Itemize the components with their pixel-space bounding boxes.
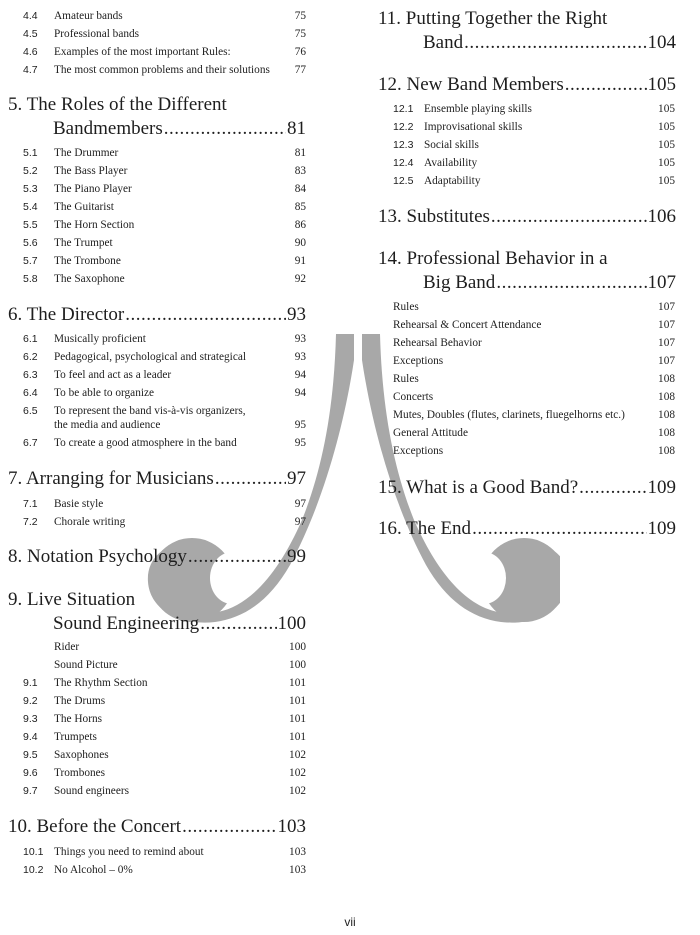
entry-title: Concerts <box>393 391 434 403</box>
chapter-7-heading[interactable] <box>8 467 306 491</box>
entry-number: 7.2 <box>23 516 38 528</box>
entry-title: The Piano Player <box>54 183 132 195</box>
entry-number: 4.4 <box>23 10 38 22</box>
entry-title: Sound Picture <box>54 659 118 671</box>
page-number: vii <box>344 915 356 929</box>
entry-page: 93 <box>294 333 306 345</box>
entry-title: Rules <box>393 373 419 385</box>
entry-title: The Trombone <box>54 255 121 267</box>
dot-leader <box>182 815 276 839</box>
entry-title: Things you need to remind about <box>54 846 204 858</box>
chapter-page: 103 <box>277 816 306 837</box>
entry-page: 86 <box>294 219 306 231</box>
entry-title: Chorale writing <box>54 516 126 528</box>
entry-title: Sound engineers <box>54 785 129 797</box>
entry-number: 6.2 <box>23 351 38 363</box>
entry-page: 75 <box>294 28 306 40</box>
entry-page: 95 <box>294 437 306 449</box>
chapter-page: 106 <box>647 206 676 227</box>
dot-leader <box>188 545 286 569</box>
entry-page: 81 <box>294 147 306 159</box>
entry-number: 9.6 <box>23 767 38 779</box>
chapter-title: 12. New Band Members <box>378 74 564 95</box>
entry-title: Exceptions <box>393 445 444 457</box>
toc-entry[interactable] <box>23 402 306 438</box>
entry-number: 6.4 <box>23 387 38 399</box>
dot-leader <box>472 517 646 541</box>
chapter-title-cont: Bandmembers <box>53 118 163 139</box>
entry-page: 94 <box>294 387 306 399</box>
entry-number: 7.1 <box>23 498 38 510</box>
entry-title: Rehearsal Behavior <box>393 337 482 349</box>
chapter-title: 7. Arranging for Musicians <box>8 468 214 489</box>
entry-page: 75 <box>294 10 306 22</box>
entry-page: 100 <box>289 641 306 653</box>
entry-number: 9.4 <box>23 731 38 743</box>
dot-leader <box>200 612 276 636</box>
entry-page: 94 <box>294 369 306 381</box>
chapter-title: 8. Notation Psychology <box>8 546 187 567</box>
entry-page: 101 <box>289 677 306 689</box>
entry-title: No Alcohol – 0% <box>54 864 133 876</box>
entry-title: To be able to organize <box>54 387 155 399</box>
chapter-title: 5. The Roles of the Different <box>8 94 227 115</box>
entry-number: 5.8 <box>23 273 38 285</box>
entry-number: 9.7 <box>23 785 38 797</box>
chapter-title-cont: Sound Engineering <box>53 613 200 634</box>
chapter-13-heading[interactable] <box>378 205 676 229</box>
chapter-page: 99 <box>287 546 306 567</box>
chapter-page: 109 <box>647 518 676 539</box>
chapter-title: 10. Before the Concert <box>8 816 182 837</box>
entry-page: 93 <box>294 351 306 363</box>
entry-title: The Horn Section <box>54 219 135 231</box>
entry-number: 5.6 <box>23 237 38 249</box>
entry-page: 105 <box>658 103 675 115</box>
dot-leader <box>215 467 286 491</box>
entry-title: Examples of the most important Rules: <box>54 46 231 58</box>
entry-page: 102 <box>289 785 306 797</box>
entry-page: 105 <box>658 139 675 151</box>
entry-title: The Guitarist <box>54 201 114 213</box>
entry-number: 10.1 <box>23 846 44 858</box>
entry-title: General Attitude <box>393 427 468 439</box>
dot-leader <box>164 117 286 141</box>
chapter-title: 9. Live Situation <box>8 589 136 610</box>
entry-title: To represent the band vis-à-vis organizers, <box>54 405 246 417</box>
entry-number: 4.5 <box>23 28 38 40</box>
entry-title: Adaptability <box>424 175 481 187</box>
entry-title: Amateur bands <box>54 10 123 22</box>
entry-page: 102 <box>289 749 306 761</box>
entry-number: 5.3 <box>23 183 38 195</box>
entry-title: Saxophones <box>54 749 109 761</box>
entry-title: The Saxophone <box>54 273 125 285</box>
chapter-title: 14. Professional Behavior in a <box>378 248 608 269</box>
entry-number: 12.2 <box>393 121 414 133</box>
entry-number: 6.1 <box>23 333 38 345</box>
entry-page: 102 <box>289 767 306 779</box>
chapter-title-cont: Band <box>423 32 464 53</box>
dot-leader <box>125 303 286 327</box>
entry-title: Professional bands <box>54 28 140 40</box>
chapter-title: 16. The End <box>378 518 472 539</box>
entry-title: To create a good atmosphere in the band <box>54 437 237 449</box>
entry-page: 108 <box>658 427 675 439</box>
entry-number: 5.5 <box>23 219 38 231</box>
chapter-page: 97 <box>287 468 306 489</box>
entry-page: 83 <box>294 165 306 177</box>
entry-title: The Drums <box>54 695 106 707</box>
entry-title: Rehearsal & Concert Attendance <box>393 319 542 331</box>
entry-number: 5.1 <box>23 147 38 159</box>
entry-title: Pedagogical, psychological and strategical <box>54 351 246 363</box>
entry-number: 12.3 <box>393 139 414 151</box>
entry-title: Availability <box>424 157 478 169</box>
entry-page: 101 <box>289 731 306 743</box>
chapter-5-heading[interactable] <box>8 93 306 141</box>
entry-page: 108 <box>658 391 675 403</box>
chapter-title: 15. What is a Good Band? <box>378 477 579 498</box>
chapter-14-heading[interactable] <box>378 247 676 295</box>
entry-title: Improvisational skills <box>424 121 523 133</box>
entry-page: 103 <box>289 846 306 858</box>
chapter-page: 93 <box>287 304 306 325</box>
entry-number: 9.1 <box>23 677 38 689</box>
entry-title: Rules <box>393 301 419 313</box>
entry-number: 9.3 <box>23 713 38 725</box>
entry-title: Basie style <box>54 498 104 510</box>
entry-page: 90 <box>294 237 306 249</box>
entry-title: Ensemble playing skills <box>424 103 532 115</box>
entry-title-cont: the media and audience <box>54 419 161 431</box>
entry-page: 97 <box>294 498 306 510</box>
entry-number: 5.2 <box>23 165 38 177</box>
entry-number: 4.6 <box>23 46 38 58</box>
entry-title: The Horns <box>54 713 103 725</box>
entry-page: 108 <box>658 409 675 421</box>
entry-page: 84 <box>294 183 306 195</box>
dot-leader <box>579 476 646 500</box>
chapter-title-cont: Big Band <box>423 272 496 293</box>
entry-number: 12.5 <box>393 175 414 187</box>
entry-number: 5.4 <box>23 201 38 213</box>
entry-page: 101 <box>289 713 306 725</box>
entry-page: 76 <box>294 46 306 58</box>
entry-number: 4.7 <box>23 64 38 76</box>
dot-leader <box>491 205 647 229</box>
entry-page: 97 <box>294 516 306 528</box>
chapter-page: 109 <box>647 477 676 498</box>
entry-page: 107 <box>658 337 675 349</box>
dot-leader <box>565 73 647 97</box>
entry-page: 92 <box>294 273 306 285</box>
chapter-12-heading[interactable] <box>378 73 676 97</box>
entry-title: Exceptions <box>393 355 444 367</box>
entry-page: 107 <box>658 355 675 367</box>
chapter-title: 13. Substitutes <box>378 206 490 227</box>
entry-page: 85 <box>294 201 306 213</box>
entry-number: 9.2 <box>23 695 38 707</box>
chapter-page: 105 <box>647 74 676 95</box>
chapter-page: 104 <box>647 32 676 53</box>
entry-title: Musically proficient <box>54 333 146 345</box>
entry-page: 105 <box>658 157 675 169</box>
entry-page: 107 <box>658 319 675 331</box>
entry-number: 10.2 <box>23 864 44 876</box>
entry-page: 103 <box>289 864 306 876</box>
entry-page: 105 <box>658 121 675 133</box>
entry-number: 12.1 <box>393 103 414 115</box>
chapter-page: 100 <box>277 613 306 634</box>
entry-page: 108 <box>658 445 675 457</box>
chapter-16-heading[interactable] <box>378 517 676 541</box>
entry-page: 91 <box>294 255 306 267</box>
entry-page: 77 <box>294 64 306 76</box>
chapter-15-heading[interactable] <box>378 476 676 500</box>
entry-page: 105 <box>658 175 675 187</box>
entry-number: 12.4 <box>393 157 414 169</box>
dot-leader <box>496 271 646 295</box>
chapter-title: 11. Putting Together the Right <box>378 8 608 29</box>
entry-title: The most common problems and their solutions <box>54 64 270 76</box>
entry-number: 6.5 <box>23 405 38 417</box>
entry-page: 95 <box>294 419 306 431</box>
entry-title: The Bass Player <box>54 165 128 177</box>
chapter-6-heading[interactable] <box>8 303 306 327</box>
entry-page: 107 <box>658 301 675 313</box>
entry-title: Trumpets <box>54 731 97 743</box>
entry-number: 9.5 <box>23 749 38 761</box>
entry-title: The Drummer <box>54 147 119 159</box>
entry-number: 6.7 <box>23 437 38 449</box>
entry-title: The Rhythm Section <box>54 677 148 689</box>
chapter-9-heading[interactable] <box>8 588 306 636</box>
chapter-8-heading[interactable] <box>8 545 306 569</box>
chapter-11-heading[interactable] <box>378 7 676 55</box>
chapter-title: 6. The Director <box>8 304 125 325</box>
entry-title: Rider <box>54 641 80 653</box>
entry-title: Social skills <box>424 139 479 151</box>
chapter-page: 81 <box>287 118 306 139</box>
dot-leader <box>464 31 646 55</box>
chapter-page: 107 <box>647 272 676 293</box>
entry-number: 5.7 <box>23 255 38 267</box>
chapter-10-heading[interactable] <box>8 815 306 839</box>
entry-page: 108 <box>658 373 675 385</box>
entry-title: Trombones <box>54 767 106 779</box>
entry-page: 101 <box>289 695 306 707</box>
entry-number: 6.3 <box>23 369 38 381</box>
entry-title: Mutes, Doubles (flutes, clarinets, fluegelhorns etc.) <box>393 409 625 421</box>
entry-title: To feel and act as a leader <box>54 369 172 381</box>
entry-page: 100 <box>289 659 306 671</box>
entry-title: The Trumpet <box>54 237 113 249</box>
